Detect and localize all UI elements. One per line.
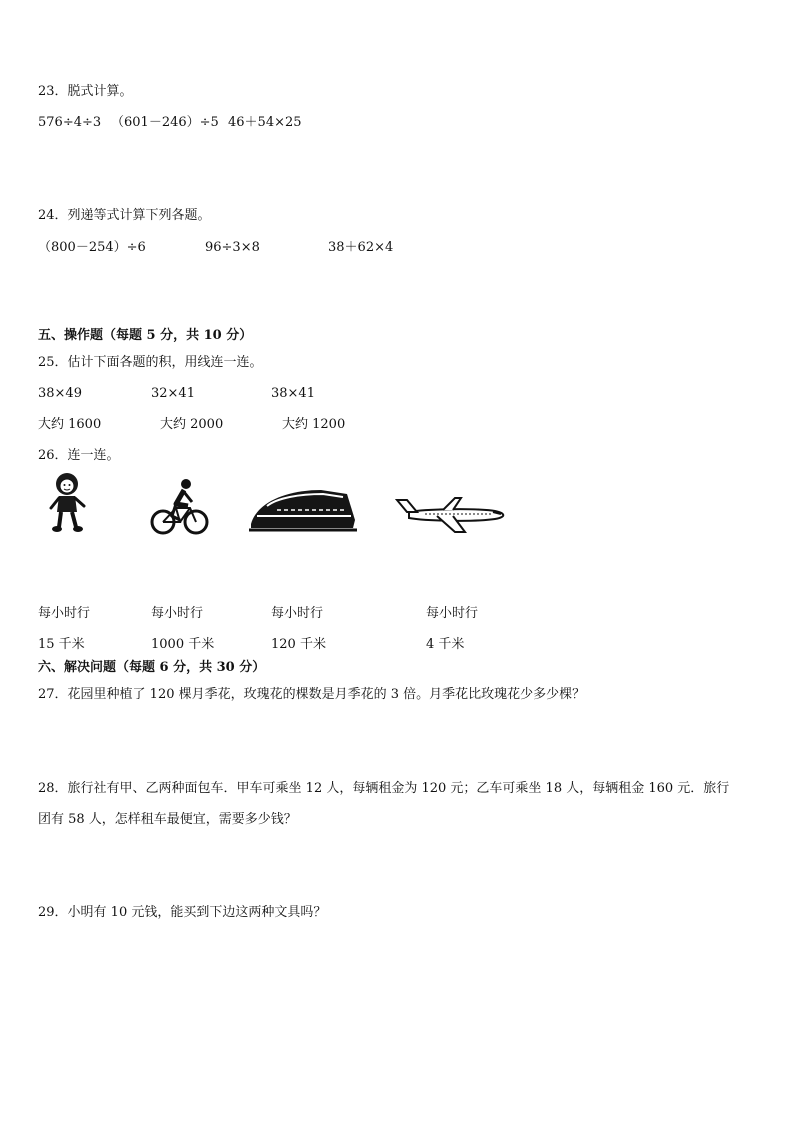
q26-speed-label-3: 每小时行 [271,606,324,621]
child-walking-icon [46,472,90,534]
train-icon [247,486,359,534]
q28-line-1: 28．旅行社有甲、乙两种面包车．甲车可乘坐 12 人，每辆租金为 120 元；乙车可乘坐 18 人，每辆租金 160 元．旅行 [38,781,730,796]
q23-expr-2: （601－246）÷5 [111,115,219,130]
q25-estimate-1: 大约 1600 [38,417,102,432]
q28-line-2: 团有 58 人，怎样租车最便宜，需要多少钱？ [38,812,297,827]
q25-estimate-3: 大约 1200 [282,417,346,432]
q24-expr-2: 96÷3×8 [205,240,260,255]
q26-speed-label-2: 每小时行 [151,606,204,621]
q26-title: 26．连一连。 [38,448,120,463]
q26-speed-2: 1000 千米 [151,637,215,652]
q25-title: 25．估计下面各题的积，用线连一连。 [38,355,263,370]
q25-estimate-2: 大约 2000 [160,417,224,432]
q25-product-3: 38×41 [271,386,315,401]
q26-speed-label-1: 每小时行 [38,606,91,621]
q23-title: 23．脱式计算。 [38,84,133,99]
airplane-icon [395,494,509,534]
q24-title: 24．列递等式计算下列各题。 [38,208,211,223]
q23-expr-3: 46＋54×25 [228,115,302,130]
cyclist-icon [150,476,210,538]
q25-product-1: 38×49 [38,386,82,401]
q24-expr-3: 38＋62×4 [328,240,394,255]
q27-text: 27．花园里种植了 120 棵月季花，玫瑰花的棵数是月季花的 3 倍。月季花比玫瑰花少多少棵？ [38,687,586,702]
q25-product-2: 32×41 [151,386,195,401]
q26-speed-3: 120 千米 [271,637,326,652]
q23-expr-1: 576÷4÷3 [38,115,102,130]
section-6-title: 六、解决问题（每题 6 分，共 30 分） [38,660,266,675]
q29-text: 29．小明有 10 元钱，能买到下边这两种文具吗？ [38,905,327,920]
section-5-title: 五、操作题（每题 5 分，共 10 分） [38,328,253,343]
q26-speed-4: 4 千米 [426,637,465,652]
q26-speed-1: 15 千米 [38,637,85,652]
q24-expr-1: （800－254）÷6 [38,240,146,255]
q26-speed-label-4: 每小时行 [426,606,479,621]
